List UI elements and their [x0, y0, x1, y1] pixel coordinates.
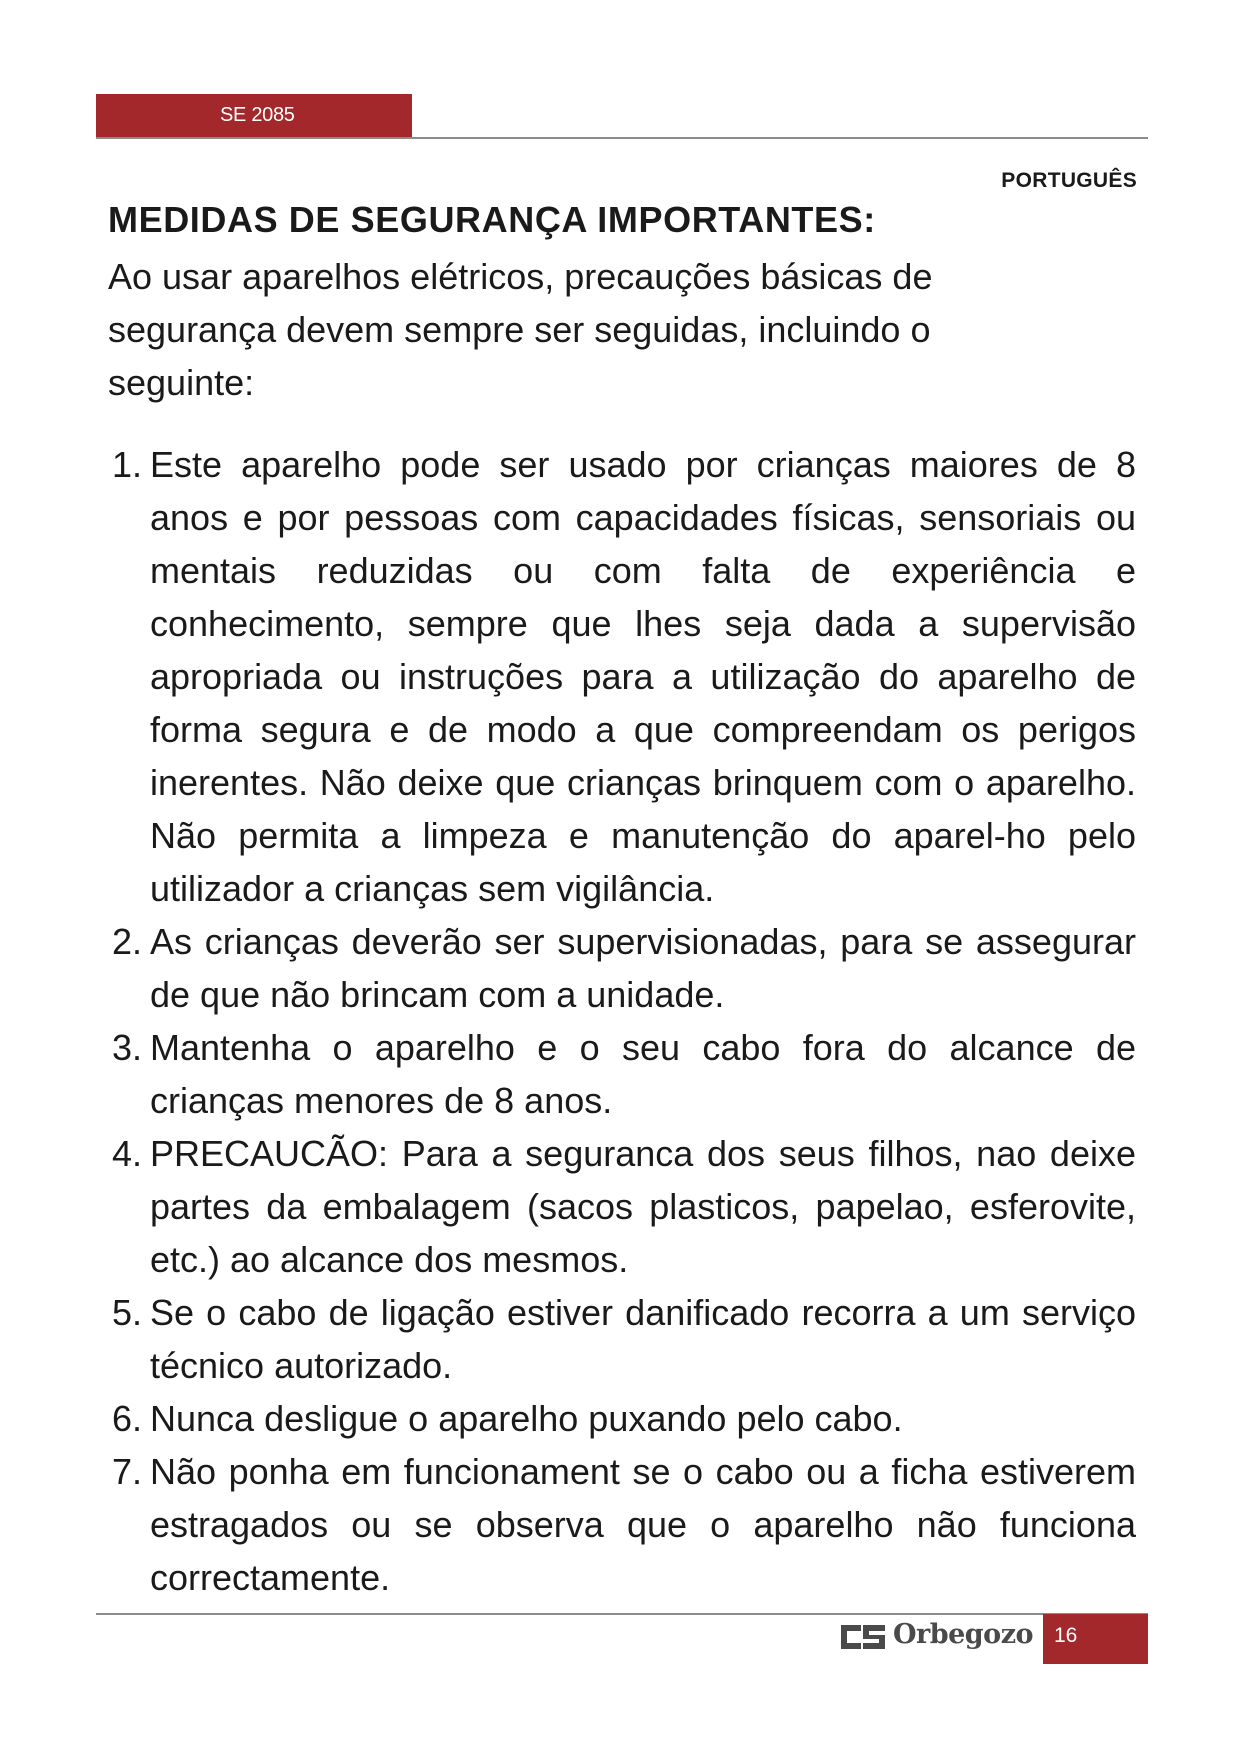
header-divider — [96, 137, 1148, 139]
list-item — [108, 1127, 1136, 1286]
item-number: 5. — [112, 1292, 143, 1333]
safety-list — [108, 438, 1136, 1604]
item-number: 3. — [112, 1027, 143, 1068]
item-text: Nunca desligue o aparelho puxando pelo cabo. — [150, 1398, 903, 1439]
item-number: 4. — [112, 1133, 143, 1174]
list-item — [108, 1445, 1136, 1604]
model-label: SE 2085 — [220, 104, 295, 126]
brand-mark-icon — [841, 1625, 885, 1649]
item-number: 2. — [112, 921, 143, 962]
list-item — [108, 1021, 1136, 1127]
item-number: 6. — [112, 1398, 143, 1439]
brand-logo — [841, 1619, 1034, 1655]
item-text: PRECAUCÃO: Para a seguranca dos seus filhos, nao deixe partes da embalagem (sacos plasticos, papelao, esferovite, etc.) ao alcance dos mesmos. — [150, 1133, 1136, 1280]
footer-divider — [96, 1613, 1148, 1615]
language-label: PORTUGUÊS — [1001, 169, 1137, 192]
page-title: MEDIDAS DE SEGURANÇA IMPORTANTES: — [108, 199, 876, 240]
item-text: Mantenha o aparelho e o seu cabo fora do alcance de crianças menores de 8 anos. — [150, 1027, 1136, 1121]
page-number: 16 — [1054, 1624, 1078, 1647]
list-item — [108, 438, 1136, 915]
list-item — [108, 1286, 1136, 1392]
header-model-band — [96, 94, 412, 137]
intro-paragraph: Ao usar aparelhos elétricos, precauções básicas de segurança devem sempre ser seguidas, incluindo o seguinte: — [108, 256, 933, 403]
item-text: Este aparelho pode ser usado por crianças maiores de 8 anos e por pessoas com capacidades físicas, sensoriais ou mentais reduzidas ou com falta de experiência e conhecimento, sempre que lhes seja dada a supervisão apropriada ou instruções para a utilização do aparelho de forma segura e de modo a que compreendam os perigos inerentes. Não deixe que crianças brinquem com o aparelho. Não permita a limpeza e manutenção do aparel-ho pelo utilizador a crianças sem vigilância. — [150, 444, 1136, 909]
list-item — [108, 1392, 1136, 1445]
item-text: Se o cabo de ligação estiver danificado recorra a um serviço técnico autorizado. — [150, 1292, 1136, 1386]
item-number: 7. — [112, 1451, 143, 1492]
page-number-box — [1043, 1614, 1148, 1664]
item-text: As crianças deverão ser supervisionadas, para se assegurar de que não brincam com a unidade. — [150, 921, 1136, 1015]
item-text: Não ponha em funcionament se o cabo ou a ficha estiverem estragados ou se observa que o aparelho não funciona correctamente. — [150, 1451, 1136, 1598]
list-item — [108, 915, 1136, 1021]
item-number: 1. — [112, 444, 143, 485]
brand-name: Orbegozo — [893, 1619, 1034, 1650]
